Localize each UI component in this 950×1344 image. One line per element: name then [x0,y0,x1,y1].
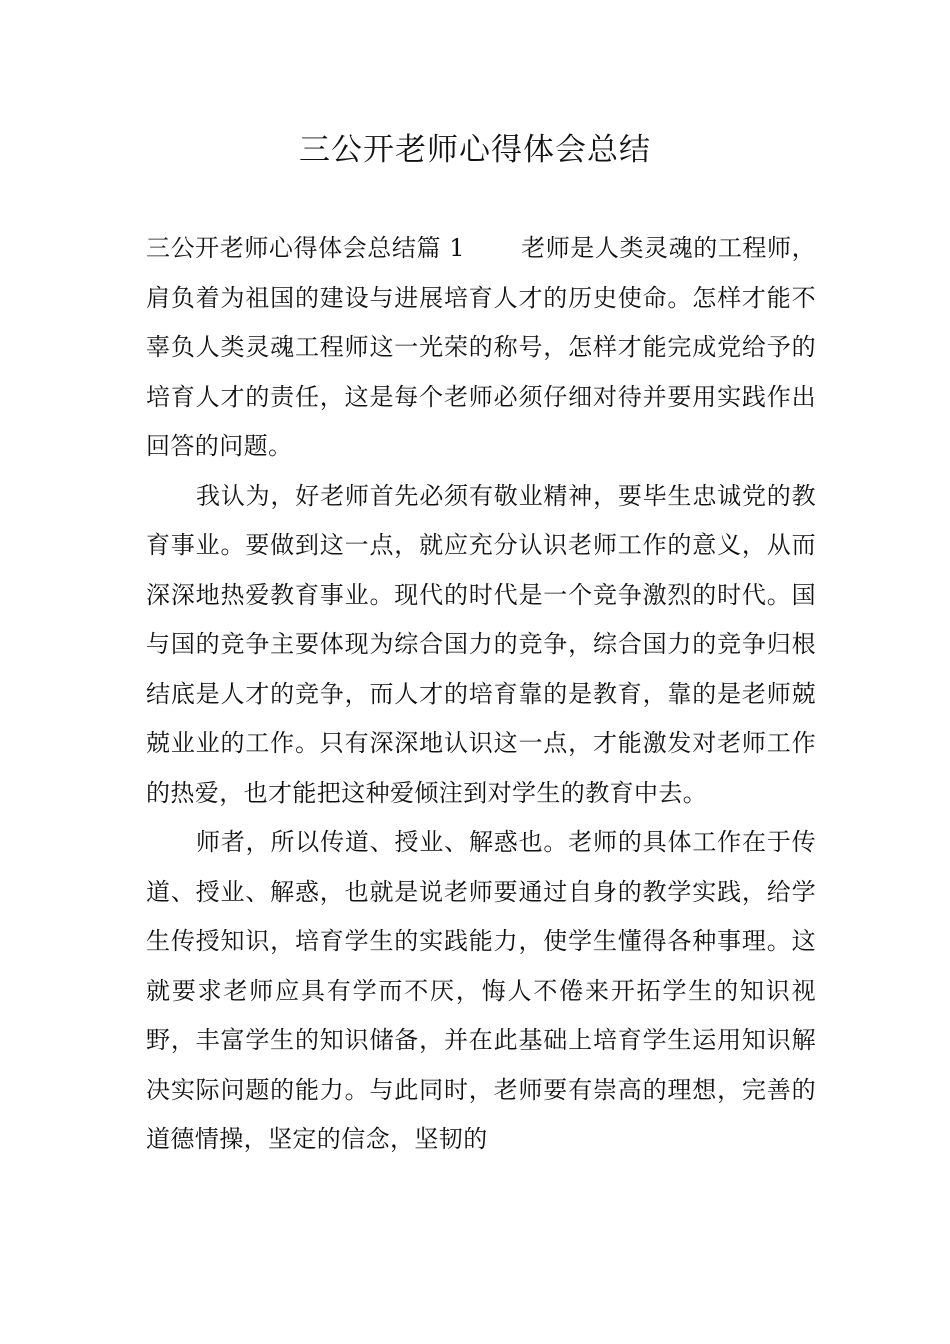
document-body [146,224,816,1165]
paragraph-2: 我认为，好老师首先必须有敬业精神，要毕生忠诚党的教育事业。要做到这一点，就应充分认识老师工作的意义，从而深深地热爱教育事业。现代的时代是一个竞争激烈的时代。国与国的竞争主要体现为综合国力的竞争，综合国力的竞争归根结底是人才的竞争，而人才的培育靠的是教育，靠的是老师兢兢业业的工作。只有深深地认识这一点，才能激发对老师工作的热爱，也才能把这种爱倾注到对学生的教育中去。 [146,481,816,807]
section-heading: 三公开老师心得体会总结篇 1 [146,234,465,262]
paragraph-3: 师者，所以传道、授业、解惑也。老师的具体工作在于传道、授业、解惑，也就是说老师要通过自身的教学实践，给学生传授知识，培育学生的实践能力，使学生懂得各种事理。这就要求老师应具有学而不厌，悔人不倦来开拓学生的知识视野，丰富学生的知识储备，并在此基础上培育学生运用知识解决实际问题的能力。与此同时，老师要有崇高的理想，完善的道德情操，坚定的信念，坚韧的 [146,828,816,1153]
paragraph-1-text: 老师是人类灵魂的工程师，肩负着为祖国的建设与进展培育人才的历史使命。怎样才能不辜负人类灵魂工程师这一光荣的称号，怎样才能完成党给予的培育人才的责任，这是每个老师必须仔细对待并要用实践作出回答的问题。 [146,234,816,460]
document-title: 三公开老师心得体会总结 [299,132,651,168]
paragraph-1 [146,224,816,472]
